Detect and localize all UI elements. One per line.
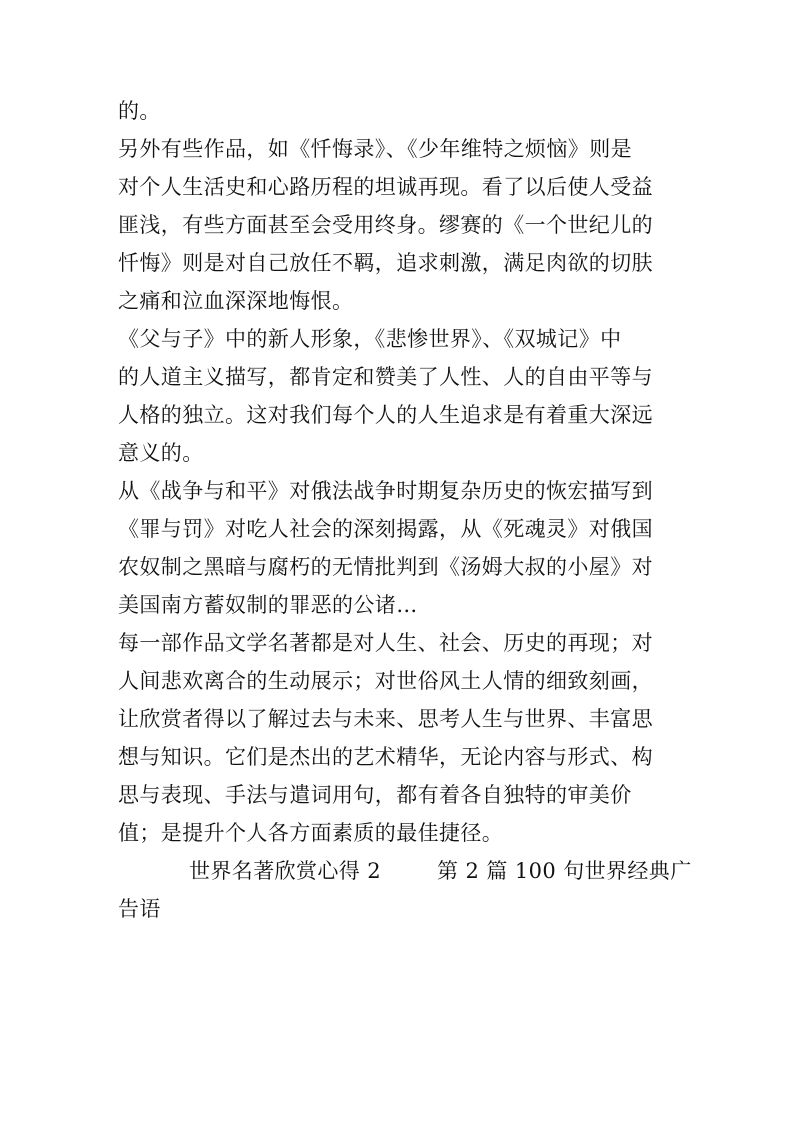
heading-subtitle: 第 2 篇 100 句世界经典广 bbox=[437, 859, 692, 883]
text-line: 想与知识。它们是杰出的艺术精华，无论内容与形式、构 bbox=[118, 745, 653, 769]
heading-title: 世界名著欣赏心得 2 bbox=[189, 859, 382, 883]
text-line: 之痛和泣血深深地悔恨。 bbox=[118, 289, 354, 313]
text-line: 让欣赏者得以了解过去与未来、思考人生与世界、丰富思 bbox=[118, 707, 653, 731]
text-line: 《父与子》中的新人形象，《悲惨世界》、《双城记》中 bbox=[118, 327, 622, 351]
text-line: 思与表现、手法与遣词用句，都有着各自独特的审美价 bbox=[118, 783, 632, 807]
text-line: 意义的。 bbox=[118, 441, 204, 465]
text-line: 从《战争与和平》对俄法战争时期复杂历史的恢宏描写到 bbox=[118, 479, 653, 503]
text-line: 人格的独立。这对我们每个人的人生追求是有着重大深远 bbox=[118, 403, 653, 427]
section-heading bbox=[118, 852, 692, 928]
text-line: 的。 bbox=[118, 99, 161, 123]
paragraph-1 bbox=[118, 92, 678, 130]
text-line: 对个人生活史和心路历程的坦诚再现。看了以后使人受益 bbox=[118, 175, 653, 199]
text-line: 人间悲欢离合的生动展示；对世俗风土人情的细致刻画， bbox=[118, 669, 653, 693]
text-line: 美国南方蓄奴制的罪恶的公诸… bbox=[118, 593, 418, 617]
paragraph-2 bbox=[118, 130, 678, 320]
paragraph-5 bbox=[118, 624, 678, 852]
text-line: 另外有些作品，如《忏悔录》、《少年维特之烦恼》则是 bbox=[118, 137, 632, 161]
text-line: 《罪与罚》对吃人社会的深刻揭露，从《死魂灵》对俄国 bbox=[118, 517, 653, 541]
text-line: 的人道主义描写，都肯定和赞美了人性、人的自由平等与 bbox=[118, 365, 653, 389]
text-line: 农奴制之黑暗与腐朽的无情批判到《汤姆大叔的小屋》对 bbox=[118, 555, 653, 579]
paragraph-3 bbox=[118, 320, 678, 472]
text-line: 每一部作品文学名著都是对人生、社会、历史的再现；对 bbox=[118, 631, 653, 655]
text-line: 值；是提升个人各方面素质的最佳捷径。 bbox=[118, 821, 504, 845]
text-line: 忏悔》则是对自己放任不羁，追求刺激，满足肉欲的切肤 bbox=[118, 251, 653, 275]
heading-continuation: 告语 bbox=[118, 897, 161, 921]
heading-line bbox=[118, 852, 692, 890]
document-body bbox=[118, 92, 692, 928]
paragraph-4 bbox=[118, 472, 678, 624]
text-line: 匪浅，有些方面甚至会受用终身。缪赛的《一个世纪儿的 bbox=[118, 213, 653, 237]
